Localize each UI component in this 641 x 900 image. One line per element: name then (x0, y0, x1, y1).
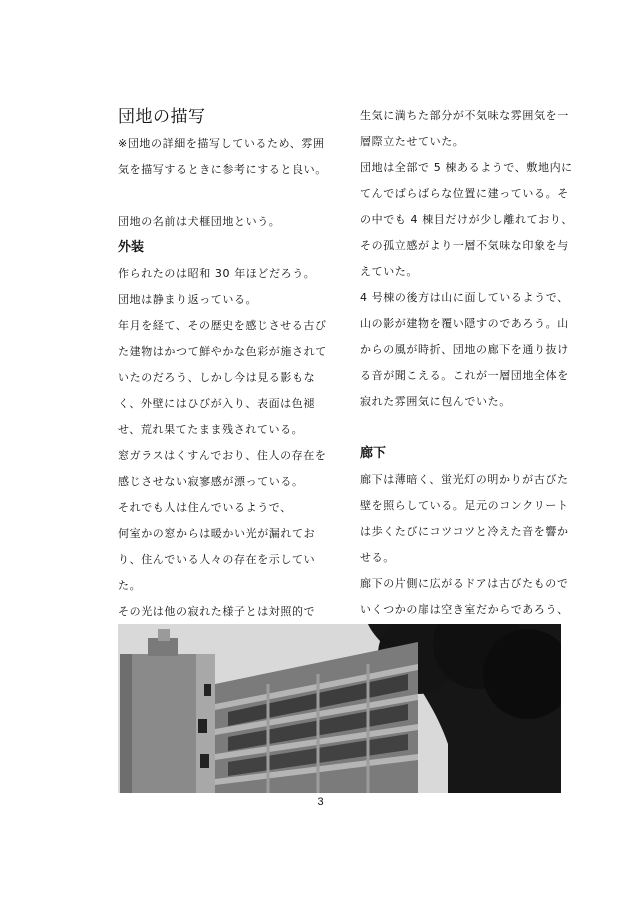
body-line: 団地は静まり返っている。 (118, 293, 258, 306)
body-line: 作られたのは昭和 30 年ほどだろう。 (118, 267, 316, 280)
apartment-building-photo (118, 624, 561, 793)
page-title: 団地の描写 (118, 107, 206, 127)
body-line: 廊下の片側に広がるドアは古びたもので (360, 577, 569, 590)
note-line: 気を描写するときに参考にすると良い。 (118, 163, 327, 176)
body-line: 何室かの窓からは暖かい光が漏れてお (118, 527, 316, 540)
body-line: た建物はかつて鮮やかな色彩が施されて (118, 345, 327, 358)
body-line: た。 (118, 579, 142, 592)
body-line: いくつかの扉は空き室だからであろう、 (360, 603, 569, 616)
left-column (118, 103, 327, 625)
body-line: せる。 (360, 551, 395, 564)
body-line: の中でも 4 棟目だけが少し離れており、 (360, 213, 573, 226)
body-line: 壁を照らしている。足元のコンクリート (360, 499, 569, 512)
section-heading-corridor: 廊下 (360, 446, 387, 461)
body-line: 山の影が建物を覆い隠すのであろう。山 (360, 317, 569, 330)
body-line: その光は他の寂れた様子とは対照的で (118, 605, 316, 618)
body-line: 感じさせない寂寥感が漂っている。 (118, 475, 304, 488)
body-line: 寂れた雰囲気に包んでいた。 (360, 395, 511, 408)
body-line: からの風が時折、団地の廊下を通り抜け (360, 343, 569, 356)
body-line: る音が聞こえる。これが一層団地全体を (360, 369, 569, 382)
body-line: てんでばらばらな位置に建っている。そ (360, 187, 569, 200)
body-line: せ、荒れ果てたまま残されている。 (118, 423, 304, 436)
spacer (118, 183, 323, 209)
body-line: く、外壁にはひびが入り、表面は色褪 (118, 397, 315, 410)
body-line: 団地は全部で 5 棟あるようで、敷地内に (360, 161, 573, 174)
note-line: ※団地の詳細を描写しているため、雰囲 (118, 137, 325, 150)
body-line: 生気に満ちた部分が不気味な雰囲気を一 (360, 109, 569, 122)
body-line: それでも人は住んでいるようで、 (118, 501, 292, 514)
body-line: 4 号棟の後方は山に面しているようで、 (360, 291, 569, 304)
body-line: その孤立感がより一層不気味な印象を与 (360, 239, 569, 252)
section-heading-exterior: 外装 (118, 240, 145, 255)
body-line: 層際立たせていた。 (360, 135, 465, 148)
body-line: 年月を経て、その歴史を感じさせる古び (118, 319, 327, 332)
name-line: 団地の名前は犬榧団地という。 (118, 215, 281, 228)
body-line: は歩くたびにコツコツと冷えた音を響か (360, 525, 569, 538)
spacer (360, 415, 565, 441)
body-line: いたのだろう、しかし今は見る影もな (118, 371, 316, 384)
body-line: えていた。 (360, 265, 418, 278)
right-column (360, 103, 573, 623)
body-line: り、住んでいる人々の存在を示してい (118, 553, 316, 566)
body-line: 窓ガラスはくすんでおり、住人の存在を (118, 449, 327, 462)
body-line: 廊下は薄暗く、蛍光灯の明かりが古びた (360, 473, 569, 486)
page-number: 3 (317, 796, 324, 808)
